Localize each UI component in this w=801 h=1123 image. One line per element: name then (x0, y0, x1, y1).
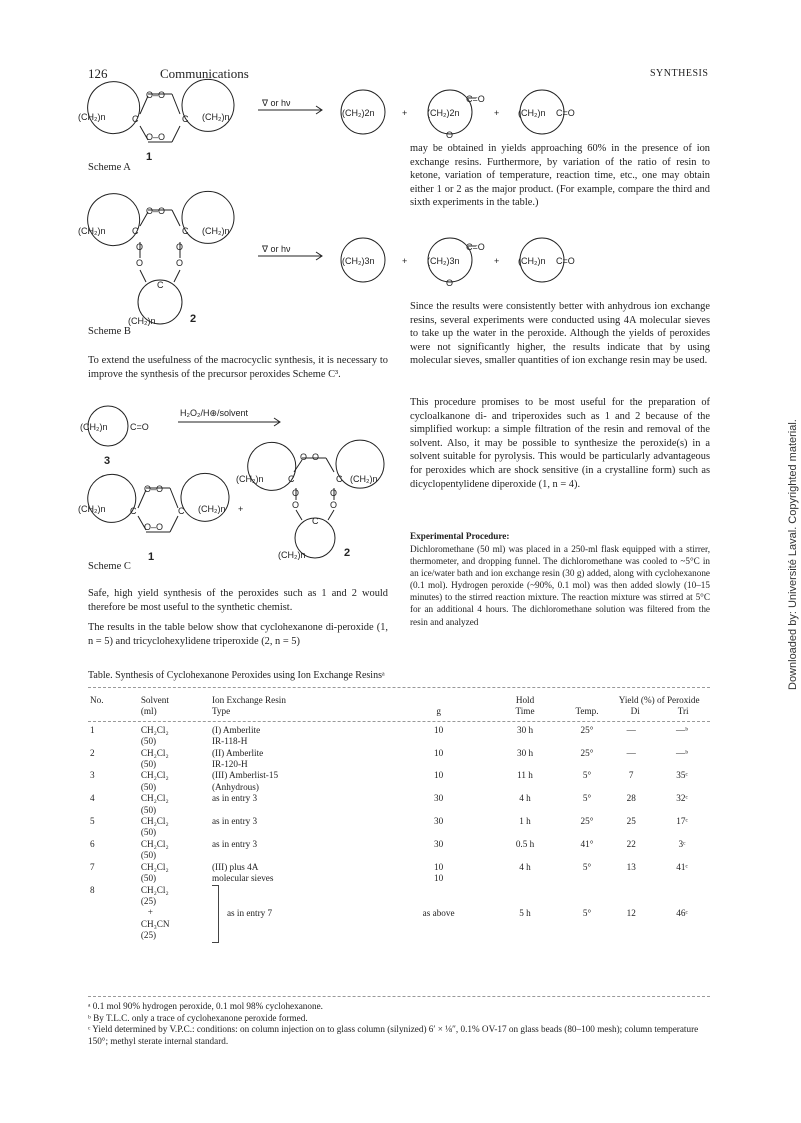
peroxide-bridge: O–O (144, 522, 164, 532)
atom-o: O (136, 242, 144, 252)
atom-o: O (446, 278, 454, 288)
compound-number: 1 (146, 151, 153, 163)
header-temp: Temp. (575, 706, 599, 717)
header-hold-time: Hold Time (515, 695, 535, 717)
atom-c: C (182, 226, 189, 236)
compound-number: 3 (104, 455, 111, 467)
ketone-label: C=O (466, 242, 485, 252)
ring-label: (CH₂)n (236, 474, 264, 484)
journal-name: SYNTHESIS (650, 68, 709, 79)
plus-sign: + (238, 504, 244, 514)
atom-o: O (136, 258, 144, 268)
table-title: Table. Synthesis of Cyclohexanone Peroxides using Ion Exchange Resinsᵃ (88, 670, 385, 681)
peroxide-bridge: O–O (146, 206, 166, 216)
section-title: Communications (160, 66, 249, 81)
download-sidebar (787, 0, 801, 1123)
atom-o: O (176, 258, 184, 268)
peroxide-bridge: O–O (146, 132, 166, 142)
plus-sign: + (494, 256, 500, 266)
plus-sign: + (402, 256, 408, 266)
atom-c: C (178, 506, 185, 516)
ketone-label: C=O (130, 422, 149, 432)
peroxide-bridge: O–O (300, 452, 320, 462)
scheme-a-label: Scheme A (88, 162, 131, 173)
header-resin: Ion Exchange Resin Type (211, 695, 286, 717)
atom-o: O (330, 500, 338, 510)
right-paragraph-1: may be obtained in yields approaching 60% in the presence of ion exchange resins. Furthermore, by variation of the ratio of resin to ketone, variation of temperature, reaction time, etc., one may obtain either 1 or 2 as the major product. (For example, compare the third and sixth experiments in the table.) (410, 143, 710, 209)
atom-c: C (312, 516, 319, 526)
atom-o: O (292, 488, 300, 498)
ring-label: (CH₂)3n (427, 256, 460, 266)
table-top-rule (88, 687, 710, 688)
header-no: No. (90, 695, 104, 705)
atom-c: C (182, 114, 189, 124)
ring-label: (CH₂)n (78, 504, 106, 514)
table-row: 2 CH₂Cl₂ (50) (II) Amberlite IR-120-H 10 30 h 25° — —ᵇ (90, 747, 689, 770)
atom-c: C (130, 506, 137, 516)
brace-icon (212, 885, 219, 943)
left-paragraph-3: The results in the table below show that cyclohexanone di-peroxide (1, n = 5) and tricyclohexylidene triperoxide (2, n = 5) (88, 622, 388, 647)
ring-label: (CH₂)n (518, 256, 546, 266)
download-notice: Downloaded by: Université Laval. Copyrighted material. (787, 419, 799, 690)
table-row: 6 CH₂Cl₂ (50) as in entry 3 30 0.5 h 41° 22 3ᶜ (90, 838, 686, 861)
left-paragraph-1: To extend the usefulness of the macrocyclic synthesis, it is necessary to improve the synthesis of the precursor peroxides Scheme C³. (88, 355, 388, 380)
atom-c: C (132, 114, 139, 124)
ring-label: (CH₂)n (198, 504, 226, 514)
ring-label: (CH₂)3n (342, 256, 375, 266)
ring-label: (CH₂)n (80, 422, 108, 432)
table-row: 3 CH₂Cl₂ (50) (III) Amberlist-15 (Anhydrous) 10 11 h 5° 7 35ᶜ (90, 770, 688, 792)
table-row: 5 CH₂Cl₂ (50) as in entry 3 30 1 h 25° 25 17ᶜ (90, 816, 688, 838)
ring-label: (CH₂)n (202, 226, 230, 236)
footnote-b: ᵇ By T.L.C. only a trace of cyclohexanone peroxide formed. (88, 1012, 308, 1023)
table-row: 1 CH₂Cl₂ (50) (I) Amberlite IR-118-H 10 30 h 25° — —ᵇ (90, 724, 689, 747)
ring-label: (CH₂)n (78, 226, 106, 236)
right-paragraph-3: This procedure promises to be most useful for the preparation of cycloalkanone di- and triperoxides such as 1 and 2 because of the simplified workup: a simple filtration of the resin and removal of the solvent. Also, it may be possible to synthesize the peroxide(s) in a solvent suitable for pyrolysis. This would be particularly advantageous for peroxides which are shock sensitive (in a crystalline form) such as dicyclopentylidene diperoxide (1, n = 4). (410, 397, 710, 490)
ring-label: (CH₂)n (278, 550, 306, 560)
right-paragraph-2: Since the results were consistently better with anhydrous ion exchange resins, several experiments were conducted using 4A molecular sieves to take up the water in the peroxide. Although the yields of peroxides were not significantly higher, the results indicate that by using molecular sieves, smaller quantities of ion exchange resin may be used. (410, 301, 710, 367)
peroxide-bridge: O–O (144, 484, 164, 494)
table-row: 4 CH₂Cl₂ (50) as in entry 3 30 4 h 5° 28 32ᶜ (90, 793, 688, 815)
table-row: 8 CH₂Cl₂ (25) + CH₃CN (25) as in entry 7 as above 5 h 5° 12 46ᶜ (88, 885, 710, 943)
footnotes (88, 1001, 710, 1047)
header-solvent: Solvent (ml) (140, 695, 169, 717)
ketone-label: C=O (466, 94, 485, 104)
plus-sign: + (494, 108, 500, 118)
ring-label: (CH₂)n (350, 474, 378, 484)
atom-c: C (336, 474, 343, 484)
atom-o: O (330, 488, 338, 498)
compound-number: 2 (344, 547, 351, 559)
header-g: g (436, 706, 441, 717)
compound-number: 1 (148, 551, 155, 563)
atom-o: O (446, 130, 454, 140)
ring-label: (CH₂)2n (342, 108, 375, 118)
ring-label: (CH₂)n (202, 112, 230, 122)
experimental-heading: Experimental Procedure: (410, 531, 510, 541)
reagent-label: H₂O₂/H⊕/solvent (180, 408, 249, 418)
left-paragraph-2: Safe, high yield synthesis of the peroxides such as 1 and 2 would therefore be most useful to the synthetic chemist. (88, 588, 388, 613)
atom-c: C (132, 226, 139, 236)
atom-o: O (176, 242, 184, 252)
atom-o: O (292, 500, 300, 510)
ring-label: (CH₂)2n (427, 108, 460, 118)
atom-c: C (288, 474, 295, 484)
footnote-a: ᵃ 0.1 mol 90% hydrogen peroxide, 0.1 mol 98% cyclohexanone. (88, 1001, 323, 1011)
ring-label: (CH₂)n (128, 316, 156, 326)
reagent-label: ∇ or hν (262, 244, 291, 254)
page-number: 126 (88, 66, 108, 81)
header-yield: Yield (%) of Peroxide Di Tri (618, 695, 700, 717)
plus-sign: + (402, 108, 408, 118)
table-header-row (88, 695, 710, 718)
ring-label: (CH₂)n (518, 108, 546, 118)
scheme-c-label: Scheme C (88, 561, 131, 572)
ring-label: (CH₂)n (78, 112, 106, 122)
peroxide-table (88, 695, 710, 943)
ketone-label: C=O (556, 108, 575, 118)
compound-number: 2 (190, 313, 197, 325)
peroxide-bridge: O–O (146, 90, 166, 100)
ketone-label: C=O (556, 256, 575, 266)
table-bottom-rule (88, 996, 710, 997)
footnote-c: ᶜ Yield determined by V.P.C.: conditions: on column injection on to glass column (silynized) 6′ × ⅛″, 0.1% OV-17 on glass beads (80–100 mesh); column temperature 150°; methyl sterate internal standard. (88, 1024, 699, 1046)
table-row: 7 CH₂Cl₂ (50) (III) plus 4A molecular sieves 10 10 4 h 5° 13 41ᶜ (90, 861, 688, 884)
atom-c: C (157, 280, 164, 290)
scheme-c-diagram (80, 404, 400, 570)
scheme-b-label: Scheme B (88, 326, 131, 337)
reagent-label: ∇ or hν (262, 98, 291, 108)
experimental-body: Dichloromethane (50 ml) was placed in a 250-ml flask equipped with a stirrer, thermometer, and dropping funnel. The dichloromethane was cooled to ~5°C in an ice/water bath and ion exchange resin (30 g) added, along with cyclohexanone (0.1 mol). Hydrogen peroxide (~90%, 0.1 mol) was then added slowly (10–15 minutes) to the stirred reaction mixture. The reaction mixture was stirred at 5°C for an additional 4 hours. The dichloromethane solution was filtered from the resin and analyzed (410, 544, 710, 627)
